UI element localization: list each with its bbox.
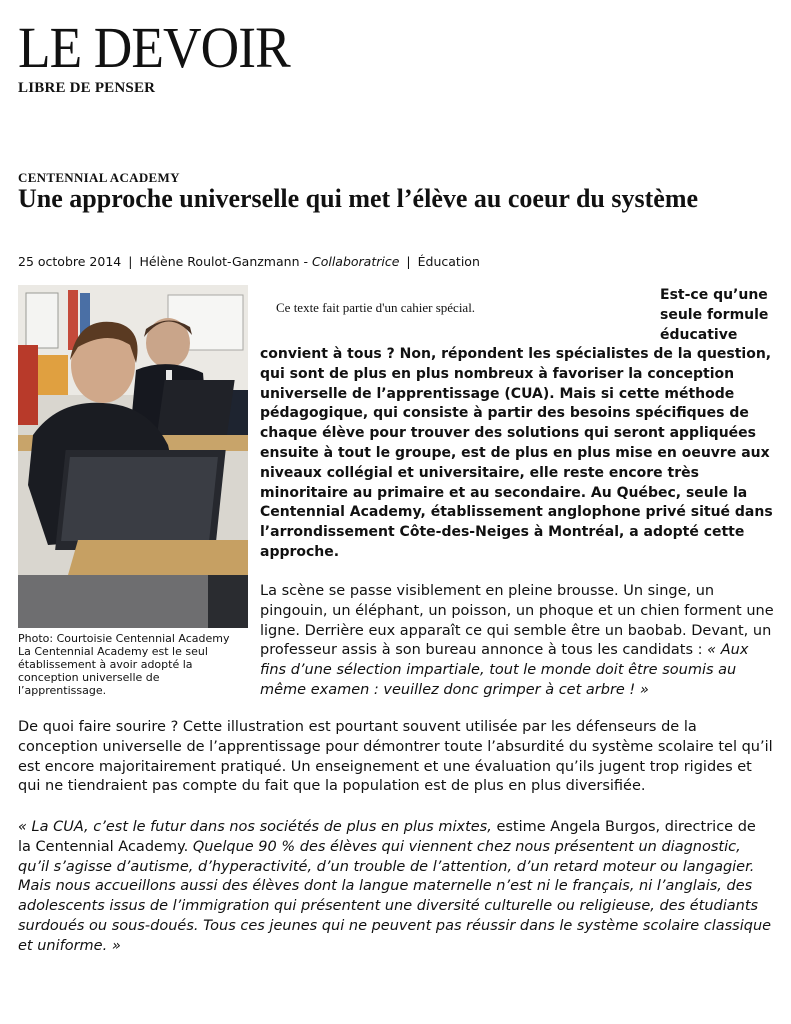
- article-section[interactable]: Éducation: [417, 254, 480, 269]
- photo-credit: Photo: Courtoisie Centennial Academy: [18, 632, 230, 645]
- byline-separator: |: [406, 254, 411, 269]
- article-paragraph-1: [260, 582, 775, 701]
- article-headline: Une approche universelle qui met l’élève au coeur du système: [18, 184, 699, 213]
- paragraph-text: estime Angela Burgos, directrice de la Centennial Academy.: [18, 819, 756, 855]
- byline-separator: |: [128, 254, 133, 269]
- paragraph-quote: « Aux fins d’une sélection impartiale, tout le monde doit être soumis au même examen : veuillez donc grimper à cet arbre ! »: [260, 642, 749, 698]
- newspaper-tagline: LIBRE DE PENSER: [18, 80, 156, 96]
- photo-caption-text: La Centennial Academy est le seul établissement à avoir adopté la conception universelle de l’apprentissage.: [18, 645, 208, 697]
- article-paragraph-2: De quoi faire sourire ? Cette illustration est pourtant souvent utilisée par les défenseurs de la conception universelle de l’apprentissage pour démontrer toute l’absurdité du système scolaire tel qu’il est encore majoritairement pratiqué. Un enseignement et une évaluation qu’ils jugent trop rigides et qui ne tiendraient pas compte du fait que la population est de plus en plus diversifiée.: [18, 719, 773, 795]
- article-photo: [18, 285, 248, 628]
- article-kicker: CENTENNIAL ACADEMY: [18, 170, 180, 185]
- article-byline: 25 octobre 2014 | Hélène Roulot-Ganzmann - Collaboratrice | Éducation: [18, 254, 480, 269]
- paragraph-text: La scène se passe visiblement en pleine brousse. Un singe, un pingouin, un éléphant, un poisson, un phoque et un chien forment une ligne. Derrière eux apparaît ce qui semble être un baobab. Devant, un professeur assis à son bureau annonce à tous les candidats :: [260, 583, 774, 659]
- article-date: 25 octobre 2014: [18, 254, 122, 269]
- author-role: Collaboratrice: [311, 254, 400, 269]
- special-section-note: Ce texte fait partie d'un cahier spécial.: [276, 300, 476, 315]
- article-lead: convient à tous ? Non, répondent les spécialistes de la question, qui sont de plus en plus nombreux à favoriser la conception universelle de l’apprentissage (CUA). Mais si cette méthode pédagogique, qui consiste à partir des besoins spécifiques de chaque élève pour trouver des solutions qui seront appliquées ensuite à tout le groupe, est de plus en plus mise en oeuvre aux niveaux collégial et universitaire, elle reste encore très minoritaire au primaire et au secondaire. Au Québec, seule la Centennial Academy, établissement anglophone privé situé dans l’arrondissement Côte-des-Neiges à Montréal, a adopté cette approche.: [260, 346, 773, 560]
- masthead: [18, 15, 313, 97]
- article-author[interactable]: Hélène Roulot-Ganzmann: [139, 254, 300, 269]
- photo-caption: [18, 632, 250, 697]
- newspaper-logo[interactable]: LE DEVOIR: [18, 15, 290, 80]
- article-lead-start: Est-ce qu’une seule formule éducative: [660, 287, 769, 343]
- article-paragraph-3: [18, 818, 773, 957]
- paragraph-quote: « La CUA, c’est le futur dans nos sociétés de plus en plus mixtes,: [18, 819, 492, 835]
- paragraph-quote: Quelque 90 % des élèves qui viennent chez nous présentent un diagnostic, qu’il s’agisse d’autisme, d’hyperactivité, d’un trouble de l’attention, d’un retard moteur ou langagier. Mais nous accueillons aussi des élèves dont la langue maternelle n’est ni le français, ni l’anglais, des adolescents issus de l’immigration qui présentent une diversité culturelle ou religieuse, des étudiants surdoués ou sous-doués. Tous ces jeunes qui ne peuvent pas réussir dans le système scolaire classique et uniforme. »: [18, 838, 772, 954]
- classroom-photo: [18, 285, 248, 628]
